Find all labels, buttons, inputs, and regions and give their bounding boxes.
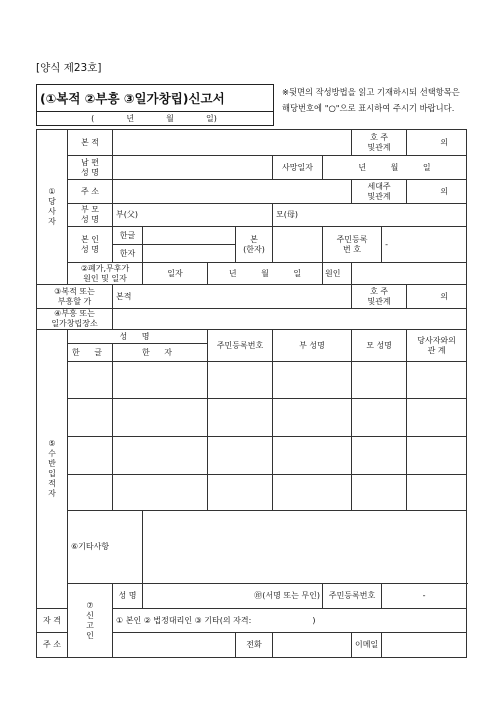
title-year: 년 — [126, 113, 135, 123]
sec5-row1-hanja[interactable] — [113, 362, 208, 399]
label-hoju-rel: 호 주 및관계 — [352, 130, 407, 156]
sec5-row4-father[interactable] — [273, 475, 352, 511]
input-death-date[interactable]: 년 월 일 — [323, 156, 467, 180]
sec5-row2-id[interactable] — [208, 399, 273, 437]
sec5-row3-hangul[interactable] — [68, 437, 113, 475]
input-sec4-place[interactable] — [113, 309, 467, 330]
section7-label: ⑦ 신 고 인 — [68, 584, 113, 658]
label-sec7-id: 주민등록번호 — [323, 584, 382, 609]
input-sedaeju-rel[interactable]: 의 — [407, 180, 467, 204]
sign-hint[interactable]: ㊞(서명 또는 무인) — [143, 584, 323, 609]
section5-label: ⑤ 수 반 입 적 자 — [37, 330, 68, 609]
input-sec3-bonjeok[interactable]: 본적 — [113, 285, 352, 309]
input-email[interactable] — [382, 633, 467, 658]
label-sec5-relation: 당사자와의 관 계 — [407, 330, 467, 362]
input-phone[interactable] — [273, 633, 352, 658]
label-hanja: 한자 — [113, 245, 143, 263]
label-cause: 원인 — [323, 263, 352, 285]
sec5-row1-mother[interactable] — [352, 362, 407, 399]
instruction-note: ※뒷면의 작성방법을 읽고 기재하시되 선택항목은 해당번호에 "○"으로 표시하여 주시기 바랍니다. — [282, 87, 460, 113]
sec5-row3-mother[interactable] — [352, 437, 407, 475]
input-sec7-address[interactable] — [113, 633, 236, 658]
label-sec7-address: 주 소 — [37, 633, 68, 658]
sec5-row3-relation[interactable] — [407, 437, 467, 475]
sec5-row1-relation[interactable] — [407, 362, 467, 399]
sec5-row2-mother[interactable] — [352, 399, 407, 437]
input-bon-hanja[interactable] — [273, 227, 323, 263]
sec5-row2-hanja[interactable] — [113, 399, 208, 437]
label-email: 이메일 — [352, 633, 382, 658]
sec5-row2-relation[interactable] — [407, 399, 467, 437]
label-self-name: 본 인 성 명 — [68, 227, 113, 263]
input-sec7-qual[interactable]: ① 본인 ② 법정대리인 ③ 기타(의 자격: ) — [113, 609, 467, 633]
sec5-row1-father[interactable] — [273, 362, 352, 399]
sec5-row2-father[interactable] — [273, 399, 352, 437]
input-self-hangul[interactable] — [143, 227, 236, 245]
label-sec5-name: 성 명 — [68, 330, 208, 344]
label-bon-hanja: 본 (한자) — [236, 227, 273, 263]
sec5-row1-id[interactable] — [208, 362, 273, 399]
label-sec5-mother: 모 성명 — [352, 330, 407, 362]
sec5-row3-hanja[interactable] — [113, 437, 208, 475]
input-mother[interactable]: 모(母) — [273, 204, 467, 227]
label-sec5-id: 주민등록번호 — [208, 330, 273, 362]
label-sec5-father: 부 성명 — [273, 330, 352, 362]
label-death-date: 사망일자 — [273, 156, 323, 180]
input-id-no[interactable]: - — [382, 227, 467, 263]
input-sec6[interactable] — [143, 511, 467, 584]
input-bonjeok[interactable] — [113, 130, 352, 156]
label-id-no: 주민등록 번 호 — [323, 227, 382, 263]
sec5-row3-father[interactable] — [273, 437, 352, 475]
input-self-hanja[interactable] — [143, 245, 236, 263]
input-father[interactable]: 부(父) — [113, 204, 273, 227]
input-address[interactable] — [113, 180, 352, 204]
input-date[interactable]: 년 월 일 — [208, 263, 323, 285]
form-label: [양식 제23호] — [36, 62, 102, 74]
input-husband-name[interactable] — [113, 156, 273, 180]
title-date — [37, 111, 273, 125]
input-cause[interactable] — [352, 263, 467, 285]
label-sedaeju-rel: 세대주 및관계 — [352, 180, 407, 204]
label-husband-name: 남 편 성 명 — [68, 156, 113, 180]
label-parents: 부 모 성 명 — [68, 204, 113, 227]
label-sec5-hangul: 한 글 — [68, 344, 113, 362]
sec5-row4-hanja[interactable] — [113, 475, 208, 511]
sec5-row1-hangul[interactable] — [68, 362, 113, 399]
section2-label: ②폐가,무후가 원인 및 일자 — [68, 263, 143, 285]
title-day: 일) — [206, 113, 217, 123]
label-sec3-hoju-rel: 호 주 및관계 — [352, 285, 407, 309]
report-form-table — [36, 129, 467, 658]
title-month: 월 — [166, 113, 174, 123]
input-hoju-rel[interactable]: 의 — [407, 130, 467, 156]
label-bonjeok: 본 적 — [68, 130, 113, 156]
input-sec3-hoju-rel[interactable]: 의 — [407, 285, 467, 309]
label-address: 주 소 — [68, 180, 113, 204]
label-sec5-hanja: 한 자 — [113, 344, 208, 362]
label-phone: 전화 — [236, 633, 273, 658]
sec5-row4-id[interactable] — [208, 475, 273, 511]
label-date: 일자 — [143, 263, 208, 285]
title-box — [36, 84, 274, 126]
form-title: (①복적 ②부흥 ③일가창립)신고서 — [37, 85, 273, 112]
input-sec7-id[interactable]: - — [382, 584, 467, 609]
label-hangul: 한글 — [113, 227, 143, 245]
label-sec7-qual: 자 격 — [37, 609, 68, 633]
section6-label: ⑥기타사항 — [68, 511, 143, 584]
label-sec7-name: 성 명 — [113, 584, 143, 609]
sec5-row4-mother[interactable] — [352, 475, 407, 511]
sec5-row4-hangul[interactable] — [68, 475, 113, 511]
section3-label: ③복적 또는 부흥할 가 — [37, 285, 113, 309]
section4-label: ④부흥 또는 일가창립장소 — [37, 309, 113, 330]
section1-label: ① 당 사 자 — [37, 130, 68, 285]
sec5-row4-relation[interactable] — [407, 475, 467, 511]
sec5-row2-hangul[interactable] — [68, 399, 113, 437]
title-date-open: ( — [91, 113, 95, 123]
sec5-row3-id[interactable] — [208, 437, 273, 475]
